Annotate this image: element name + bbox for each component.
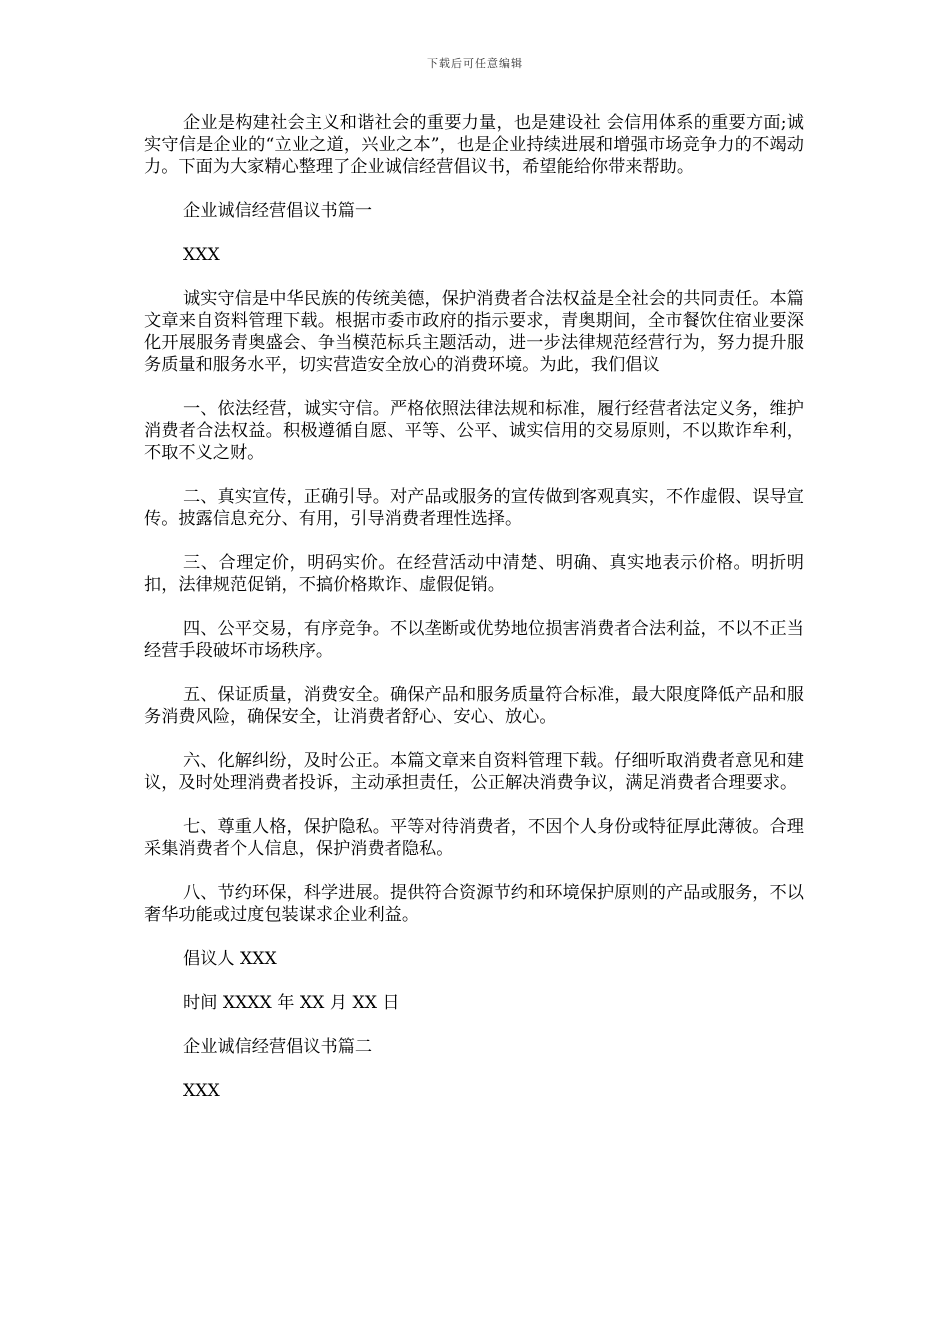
header-note: 下载后可任意编辑 (427, 57, 523, 70)
document-body (144, 112, 804, 1124)
date-line: 时间 XXXX 年 XX 月 XX 日 (183, 993, 400, 1013)
item-8: 八、节约环保，科学进展。提供符合资源节约和环境保护原则的产品或服务，不以奢华功能或过度包装谋求企业利益。 (144, 883, 804, 925)
item-5: 五、保证质量，消费安全。确保产品和服务质量符合标准，最大限度降低产品和服务消费风险，确保安全，让消费者舒心、安心、放心。 (144, 685, 804, 727)
item-7: 七、尊重人格，保护隐私。平等对待消费者，不因个人身份或特征厚此薄彼。合理采集消费者个人信息，保护消费者隐私。 (144, 817, 804, 859)
item-1: 一、依法经营，诚实守信。严格依照法律法规和标准，履行经营者法定义务，维护消费者合法权益。积极遵循自愿、平等、公平、诚实信用的交易原则，不以欺诈牟利，不取不义之财。 (144, 399, 804, 463)
section-title-2: 企业诚信经营倡议书篇二 (183, 1037, 373, 1057)
item-6: 六、化解纠纷，及时公正。本篇文章来自资料管理下载。仔细听取消费者意见和建议，及时处理消费者投诉，主动承担责任，公正解决消费争议，满足消费者合理要求。 (144, 751, 804, 793)
recipient-line-1: XXX (183, 245, 220, 265)
item-2: 二、真实宣传，正确引导。对产品或服务的宣传做到客观真实，不作虚假、误导宣传。披露信息充分、有用，引导消费者理性选择。 (144, 487, 804, 529)
body-paragraph: 诚实守信是中华民族的传统美德，保护消费者合法权益是全社会的共同责任。本篇文章来自资料管理下载。根据市委市政府的指示要求，青奥期间，全市餐饮住宿业要深化开展服务青奥盛会、争当模范标兵主题活动，进一步法律规范经营行为，努力提升服务质量和服务水平，切实营造安全放心的消费环境。为此，我们倡议 (144, 289, 804, 375)
item-4: 四、公平交易，有序竞争。不以垄断或优势地位损害消费者合法利益，不以不正当经营手段破坏市场秩序。 (144, 619, 804, 661)
item-3: 三、合理定价，明码实价。在经营活动中清楚、明确、真实地表示价格。明折明扣，法律规范促销，不搞价格欺诈、虚假促销。 (144, 553, 804, 595)
intro-paragraph: 企业是构建社会主义和谐社会的重要力量，也是建设社 会信用体系的重要方面;诚实守信是企业的“立业之道，兴业之本”，也是企业持续进展和增强市场竞争力的不竭动力。下面为大家精心整理了企业诚信经营倡议书，希望能给你带来帮助。 (144, 113, 804, 177)
signatory-line: 倡议人 XXX (183, 949, 277, 969)
section-title-1: 企业诚信经营倡议书篇一 (183, 201, 373, 221)
recipient-line-2: XXX (183, 1081, 220, 1101)
